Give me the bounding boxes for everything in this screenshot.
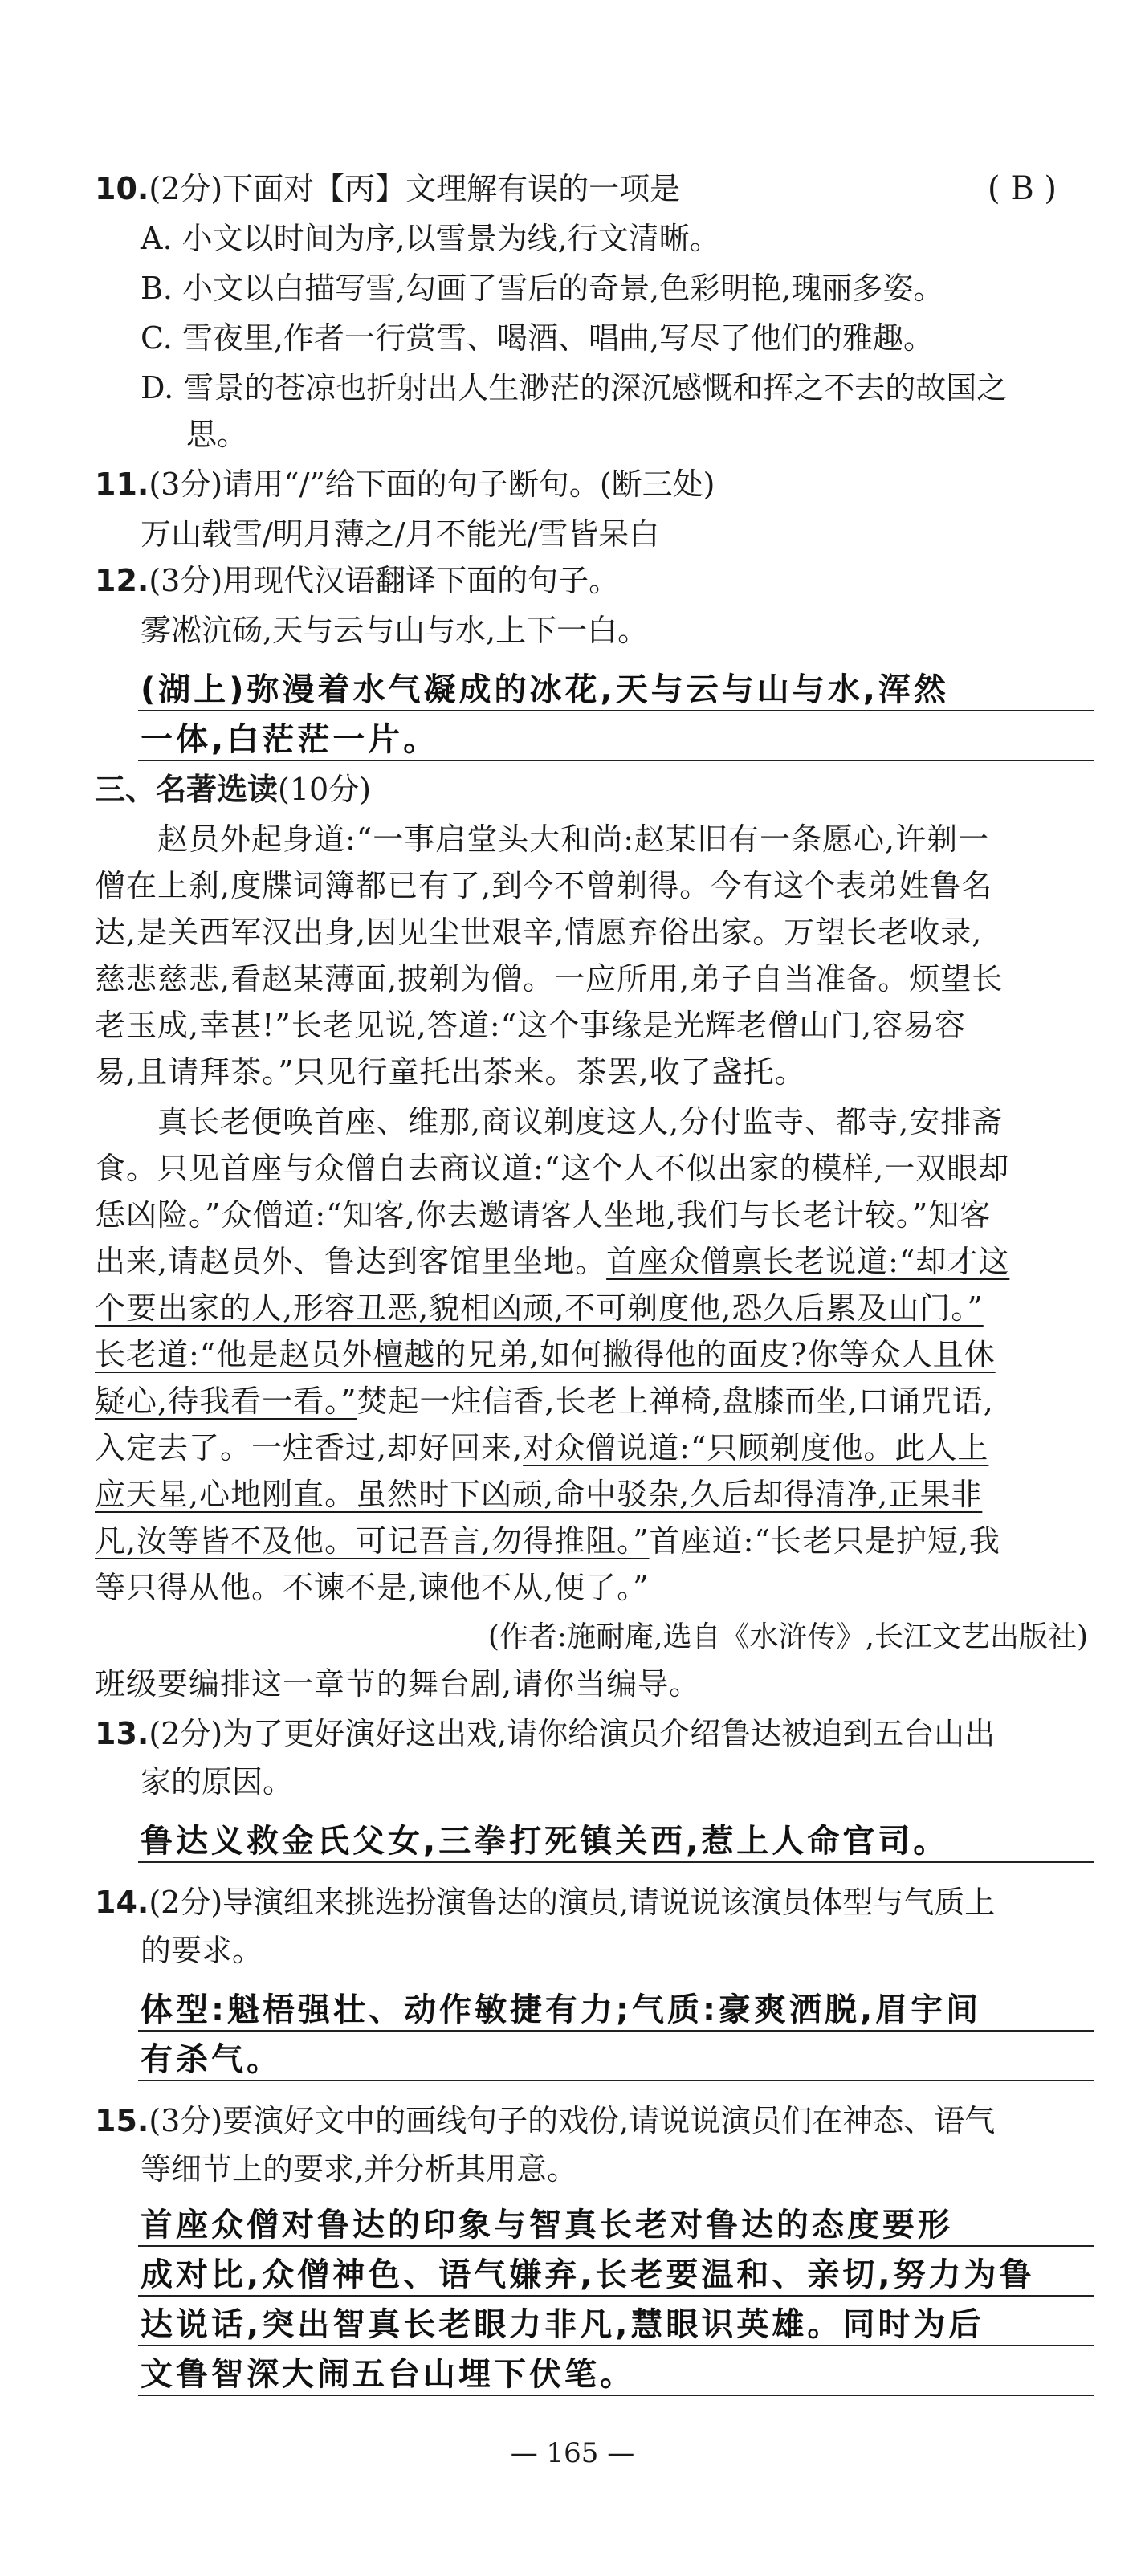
- q15-answer-rule-4: [138, 2395, 1094, 2396]
- passage-p2-line-1: 真长老便唤首座、维那,商议剃度这人,分付监寺、都寺,安排斋: [95, 1104, 1004, 1139]
- passage-p2-line-6: [95, 1331, 1098, 1378]
- passage-plain-text: 首座道:“长老只是护短,我: [649, 1523, 1000, 1559]
- q15-answer-line-4: 文鲁智深大闹五台山埋下伏笔。: [141, 2356, 635, 2393]
- q15-answer-rule-1: [138, 2245, 1094, 2247]
- q12-answer-rule-2: [138, 760, 1094, 761]
- passage-p2-line-3: 恁凶险。”众僧道:“知客,你去邀请客人坐地,我们与长老计较。”知客: [95, 1197, 992, 1233]
- q14-answer-rule-2: [138, 2080, 1094, 2081]
- underlined-sentence: 首座众僧禀长老说道:“却才这: [606, 1244, 1010, 1279]
- q12-answer-rule-1: [138, 710, 1094, 711]
- underlined-sentence: 个要出家的人,形容丑恶,貌相凶顽,不可剃度他,恐久后累及山门。”: [95, 1290, 984, 1326]
- q12-answer-line-1: (湖上)弥漫着水气凝成的冰花,天与云与山与水,浑然: [141, 671, 949, 708]
- q14-answer-rule-1: [138, 2030, 1094, 2032]
- underlined-sentence: 凡,汝等皆不及他。可记吾言,勿得推阻。”: [95, 1523, 650, 1559]
- q11-stem: [95, 461, 1145, 507]
- passage-p1-line-3: 达,是关西军汉出身,因见尘世艰辛,情愿弃俗出家。万望长老收录,: [95, 915, 983, 950]
- passage-p2-line-7: [95, 1378, 1098, 1425]
- q12-sentence: 雾凇沆砀,天与云与山与水,上下一白。: [141, 613, 649, 648]
- underlined-sentence: 疑心,待我看一看。”: [95, 1384, 357, 1419]
- q10-option-d: D. 雪景的苍凉也折射出人生渺茫的深沉感慨和挥之不去的故国之: [141, 370, 1008, 406]
- underlined-sentence: 对众僧说道:“只顾剃度他。此人上: [523, 1430, 989, 1465]
- passage-p1-line-2: 僧在上刹,度牒词簿都已有了,到今不曾剃得。今有这个表弟姓鲁名: [95, 868, 993, 903]
- passage-p2-line-10: [95, 1518, 1098, 1564]
- q12-answer-line-2: 一体,白茫茫一片。: [141, 721, 439, 758]
- underlined-sentence: 长老道:“他是赵员外檀越的兄弟,如何撇得他的面皮?你等众人且休: [95, 1337, 996, 1372]
- passage-p2-line-9: [95, 1471, 1098, 1518]
- passage-p2-line-5: [95, 1285, 1098, 1331]
- q15-answer-rule-3: [138, 2345, 1094, 2346]
- passage-p1-line-6: 易,且请拜茶。”只见行童托出茶来。茶罢,收了盏托。: [95, 1054, 806, 1090]
- q10-number: 10.: [95, 171, 149, 206]
- q13-answer: 鲁达义救金氏父女,三拳打死镇关西,惹上人命官司。: [141, 1823, 949, 1860]
- passage-p1-line-4: 慈悲慈悲,看赵某薄面,披剃为僧。一应所用,弟子自当准备。烦望长: [95, 961, 1004, 997]
- q10-stem-text: (2分)下面对【丙】文理解有误的一项是: [149, 171, 681, 206]
- q11-sentence: 万山载雪/明月薄之/月不能光/雪皆呆白: [141, 516, 660, 552]
- q13-stem: [95, 1710, 1145, 1757]
- q14-answer-line-1: 体型:魁梧强壮、动作敏捷有力;气质:豪爽洒脱,眉宇间: [141, 1991, 982, 2028]
- page-number: — 165 —: [510, 2437, 635, 2469]
- passage-plain-text: 入定去了。一炷香过,却好回来,: [95, 1430, 524, 1465]
- q15-answer-line-1: 首座众僧对鲁达的印象与智真长老对鲁达的态度要形: [141, 2207, 953, 2244]
- passage-p2-line-2: 食。只见首座与众僧自去商议道:“这个人不似出家的模样,一双眼却: [95, 1151, 1010, 1186]
- passage-plain-text: 焚起一炷信香,长老上禅椅,盘膝而坐,口诵咒语,: [357, 1384, 994, 1419]
- q14-stem-text: (2分)导演组来挑选扮演鲁达的演员,请说说该演员体型与气质上: [149, 1885, 996, 1920]
- underlined-sentence: 应天星,心地刚直。虽然时下凶顽,命中驳杂,久后却得清净,正果非: [95, 1477, 983, 1512]
- stage-play-task: 班级要编排这一章节的舞台剧,请你当编导。: [95, 1666, 701, 1702]
- passage-p2-line-4: [95, 1238, 1098, 1285]
- q14-number: 14.: [95, 1885, 149, 1920]
- q14-stem: [95, 1879, 1145, 1926]
- q15-stem: [95, 2097, 1145, 2144]
- q13-stem-text: (2分)为了更好演好这出戏,请你给演员介绍鲁达被迫到五台山出: [149, 1716, 996, 1751]
- q12-number: 12.: [95, 563, 149, 598]
- section-3-score: (10分): [278, 772, 372, 807]
- q12-stem: [95, 557, 1145, 604]
- q11-number: 11.: [95, 467, 149, 502]
- section-3-heading: [95, 766, 1145, 813]
- q14-stem-line-2: 的要求。: [141, 1933, 263, 1968]
- passage-p1-line-1: 赵员外起身道:“一事启堂头大和尚:赵某旧有一条愿心,许剃一: [95, 821, 990, 857]
- q15-number: 15.: [95, 2103, 149, 2138]
- q11-stem-text: (3分)请用“/”给下面的句子断句。(断三处): [149, 467, 715, 502]
- q15-stem-text: (3分)要演好文中的画线句子的戏份,请说说演员们在神态、语气: [149, 2103, 996, 2138]
- q12-stem-text: (3分)用现代汉语翻译下面的句子。: [149, 563, 620, 598]
- passage-p1-line-5: 老玉成,幸甚!”长老见说,答道:“这个事缘是光辉老僧山门,容易容: [95, 1008, 967, 1043]
- q15-stem-line-2: 等细节上的要求,并分析其用意。: [141, 2151, 578, 2187]
- q13-answer-rule: [138, 1861, 1094, 1863]
- q15-answer-line-2: 成对比,众僧神色、语气嫌弃,长老要温和、亲切,努力为鲁: [141, 2256, 1035, 2293]
- q15-answer-line-3: 达说话,突出智真长老眼力非凡,慧眼识英雄。同时为后: [141, 2306, 984, 2343]
- passage-plain-text: 出来,请赵员外、鲁达到客馆里坐地。: [95, 1244, 607, 1279]
- passage-p2-line-11: 等只得从他。不谏不是,谏他不从,便了。”: [95, 1570, 650, 1605]
- q10-option-d-cont: 思。: [186, 417, 248, 452]
- passage-source: (作者:施耐庵,选自《水浒传》,长江文艺出版社): [487, 1620, 1088, 1653]
- q13-stem-line-2: 家的原因。: [141, 1764, 294, 1800]
- q10-option-b: B. 小文以白描写雪,勾画了雪后的奇景,色彩明艳,瑰丽多姿。: [141, 271, 944, 306]
- section-3-title: 三、名著选读: [95, 772, 279, 807]
- q13-number: 13.: [95, 1716, 149, 1751]
- q14-answer-line-2: 有杀气。: [141, 2041, 282, 2078]
- q15-answer-rule-2: [138, 2295, 1094, 2297]
- q10-answer: ( B ): [988, 170, 1057, 207]
- q10-option-a: A. 小文以时间为序,以雪景为线,行文清晰。: [141, 221, 720, 256]
- q10-option-c: C. 雪夜里,作者一行赏雪、喝酒、唱曲,写尽了他们的雅趣。: [141, 320, 935, 356]
- passage-p2-line-8: [95, 1425, 1098, 1471]
